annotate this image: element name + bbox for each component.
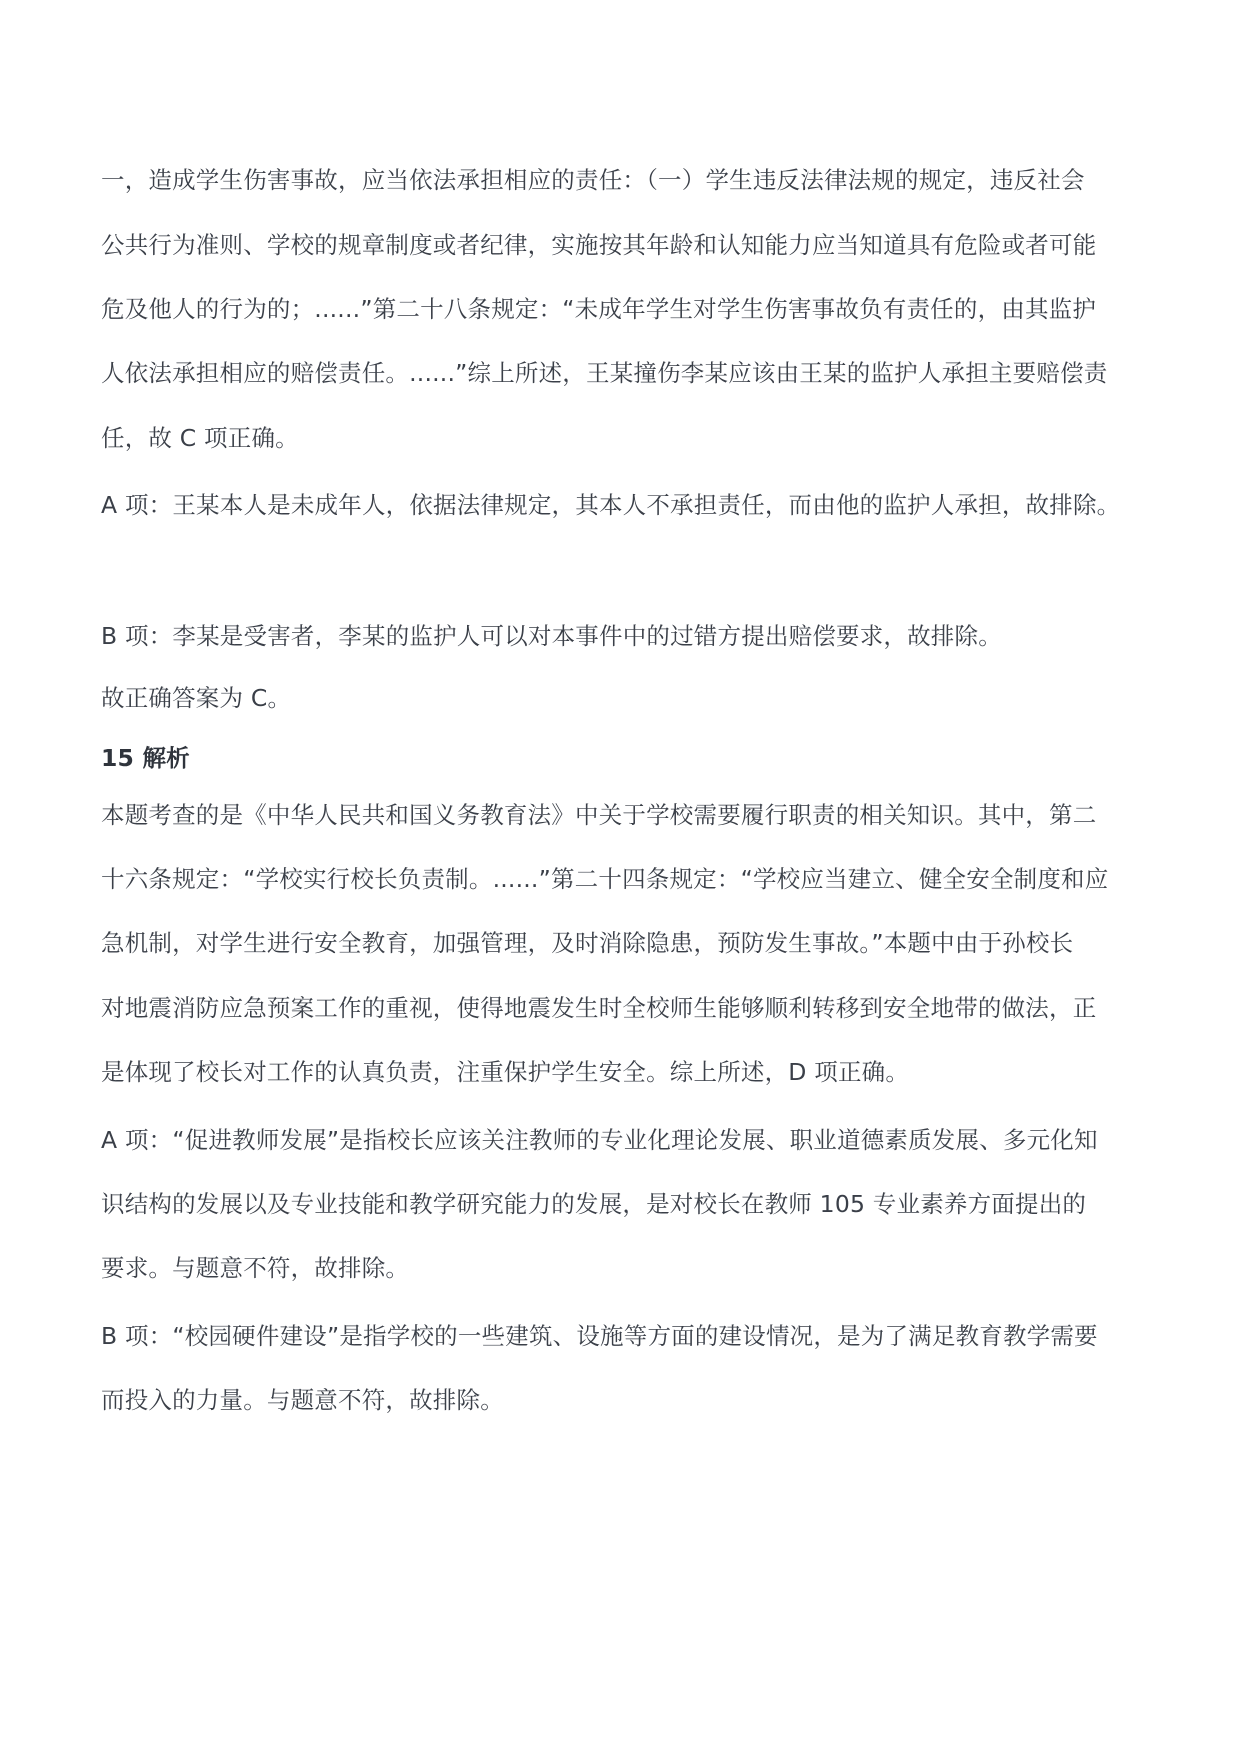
para1-line-1: 一，造成学生伤害事故，应当依法承担相应的责任：（一）学生违反法律法规的规定，违反社会 xyxy=(101,166,1085,194)
para2-line-5: 是体现了校长对工作的认真负责，注重保护学生安全。综上所述，D 项正确。 xyxy=(101,1058,910,1086)
para2-line-1: 本题考查的是《中华人民共和国义务教育法》中关于学校需要履行职责的相关知识。其中，第二 xyxy=(101,801,1097,829)
para2-line-2: 十六条规定：“学校实行校长负责制。......”第二十四条规定：“学校应当建立、健全安全制度和应 xyxy=(101,865,1109,893)
option-b-explanation-2-line-2: 而投入的力量。与题意不符，故排除。 xyxy=(101,1386,504,1414)
para2-line-4: 对地震消防应急预案工作的重视，使得地震发生时全校师生能够顺利转移到安全地带的做法，正 xyxy=(101,994,1097,1022)
answer-statement: 故正确答案为 C。 xyxy=(101,684,292,712)
option-a-explanation-2-line-2: 识结构的发展以及专业技能和教学研究能力的发展，是对校长在教师 105 专业素养方面提出的 xyxy=(101,1190,1087,1218)
para1-line-3: 危及他人的行为的；......”第二十八条规定：“未成年学生对学生伤害事故负有责任的，由其监护 xyxy=(101,295,1097,323)
option-a-explanation-2-line-3: 要求。与题意不符，故排除。 xyxy=(101,1254,410,1282)
para1-line-4: 人依法承担相应的赔偿责任。......”综上所述，王某撞伤李某应该由王某的监护人承担主要赔偿责 xyxy=(101,359,1108,387)
option-a-explanation-1: A 项：王某本人是未成年人，依据法律规定，其本人不承担责任，而由他的监护人承担，故排除。 xyxy=(101,491,1121,519)
para1-line-5: 任，故 C 项正确。 xyxy=(101,424,299,452)
section-heading-15: 15 解析 xyxy=(101,744,190,772)
option-b-explanation-1: B 项：李某是受害者，李某的监护人可以对本事件中的过错方提出赔偿要求，故排除。 xyxy=(101,622,1002,650)
option-a-explanation-2-line-1: A 项：“促进教师发展”是指校长应该关注教师的专业化理论发展、职业道德素质发展、多元化知 xyxy=(101,1126,1098,1154)
para2-line-3: 急机制，对学生进行安全教育，加强管理，及时消除隐患，预防发生事故。”本题中由于孙校长 xyxy=(101,929,1074,957)
option-b-explanation-2-line-1: B 项：“校园硬件建设”是指学校的一些建筑、设施等方面的建设情况，是为了满足教育教学需要 xyxy=(101,1322,1098,1350)
para1-line-2: 公共行为准则、学校的规章制度或者纪律，实施按其年龄和认知能力应当知道具有危险或者可能 xyxy=(101,231,1097,259)
